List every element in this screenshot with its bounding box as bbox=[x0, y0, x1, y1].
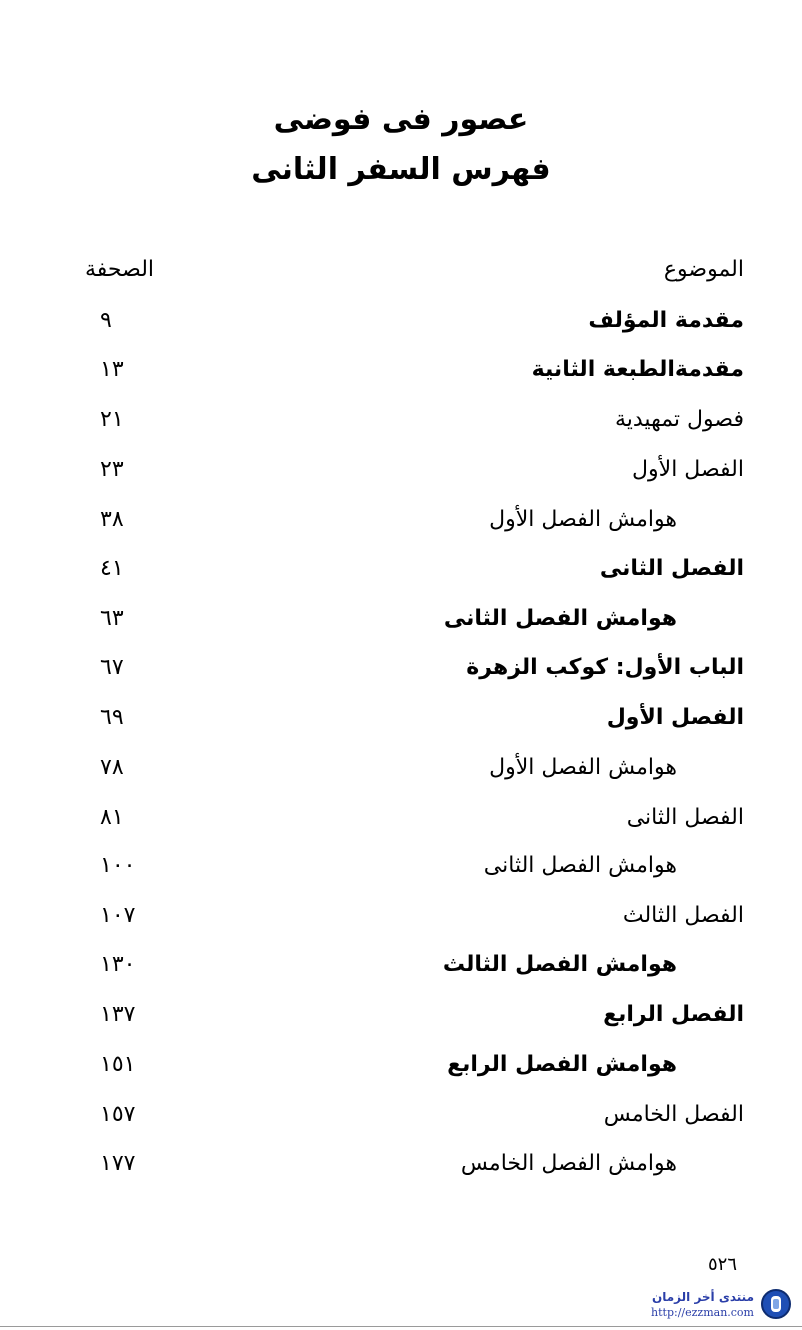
toc-row bbox=[0, 748, 802, 788]
toc-row bbox=[0, 1144, 802, 1184]
toc-page: ١٣٧ bbox=[100, 1002, 136, 1027]
toc-topic: هوامش الفصل الثالث bbox=[442, 952, 677, 977]
toc-topic: الفصل الخامس bbox=[603, 1102, 744, 1127]
column-header-row bbox=[0, 250, 802, 290]
page-column-header: الصحفة bbox=[85, 257, 155, 282]
toc-page: ٩ bbox=[100, 308, 112, 333]
forum-name: منتدى أخر الزمان bbox=[652, 1290, 754, 1304]
toc-topic: مقدمةالطبعة الثانية bbox=[531, 357, 744, 382]
toc-row bbox=[0, 350, 802, 390]
toc-row bbox=[0, 698, 802, 738]
toc-topic: الباب الأول: كوكب الزهرة bbox=[466, 655, 744, 680]
toc-topic: هوامش الفصل الثانى bbox=[483, 853, 677, 878]
toc-page: ١٣٠ bbox=[100, 952, 136, 977]
toc-row bbox=[0, 846, 802, 886]
page-number: ٥٢٦ bbox=[708, 1254, 738, 1275]
toc-topic: الفصل الثانى bbox=[626, 805, 744, 830]
toc-topic: الفصل الرابع bbox=[603, 1002, 744, 1027]
toc-topic: هوامش الفصل الأول bbox=[489, 755, 677, 780]
toc-row bbox=[0, 549, 802, 589]
toc-page: ٢٣ bbox=[100, 457, 124, 482]
toc-page: ٨١ bbox=[100, 805, 124, 830]
index-subtitle: فهرس السفر الثانى bbox=[251, 152, 551, 187]
toc-topic: هوامش الفصل الرابع bbox=[447, 1052, 677, 1077]
toc-row bbox=[0, 400, 802, 440]
toc-page: ١٣ bbox=[100, 357, 124, 382]
book-title: عصور فى فوضى bbox=[273, 102, 529, 137]
topic-column-header: الموضوع bbox=[663, 257, 744, 282]
toc-page: ١٠٠ bbox=[100, 853, 136, 878]
toc-page: ٦٩ bbox=[100, 705, 124, 730]
toc-row bbox=[0, 896, 802, 936]
toc-row bbox=[0, 500, 802, 540]
toc-page: ١٠٧ bbox=[100, 903, 136, 928]
bottom-divider bbox=[0, 1326, 802, 1327]
toc-page: ٦٧ bbox=[100, 655, 124, 680]
toc-row bbox=[0, 798, 802, 838]
toc-page: ١٧٧ bbox=[100, 1151, 136, 1176]
toc-topic: هوامش الفصل الثانى bbox=[443, 606, 677, 631]
toc-row bbox=[0, 1045, 802, 1085]
toc-page: ٧٨ bbox=[100, 755, 124, 780]
toc-row bbox=[0, 301, 802, 341]
toc-topic: فصول تمهيدية bbox=[614, 407, 744, 432]
toc-page: ٦٣ bbox=[100, 606, 124, 631]
toc-row bbox=[0, 995, 802, 1035]
toc-row bbox=[0, 945, 802, 985]
toc-page: ٣٨ bbox=[100, 507, 124, 532]
toc-page: ١٥٧ bbox=[100, 1102, 136, 1127]
toc-topic: الفصل الأول bbox=[606, 705, 744, 730]
forum-url-link[interactable]: http://ezzman.com bbox=[651, 1306, 754, 1319]
toc-row bbox=[0, 1095, 802, 1135]
toc-row bbox=[0, 599, 802, 639]
toc-topic: الفصل الثالث bbox=[622, 903, 744, 928]
toc-page: ١٥١ bbox=[100, 1052, 136, 1077]
toc-page: ٤١ bbox=[100, 556, 124, 581]
forum-logo-icon bbox=[760, 1288, 792, 1320]
toc-topic: مقدمة المؤلف bbox=[588, 308, 744, 333]
toc-topic: الفصل الثانى bbox=[599, 556, 744, 581]
toc-topic: الفصل الأول bbox=[632, 457, 744, 482]
toc-row bbox=[0, 450, 802, 490]
toc-page: ٢١ bbox=[100, 407, 124, 432]
toc-row bbox=[0, 648, 802, 688]
toc-topic: هوامش الفصل الخامس bbox=[460, 1151, 677, 1176]
toc-topic: هوامش الفصل الأول bbox=[489, 507, 677, 532]
